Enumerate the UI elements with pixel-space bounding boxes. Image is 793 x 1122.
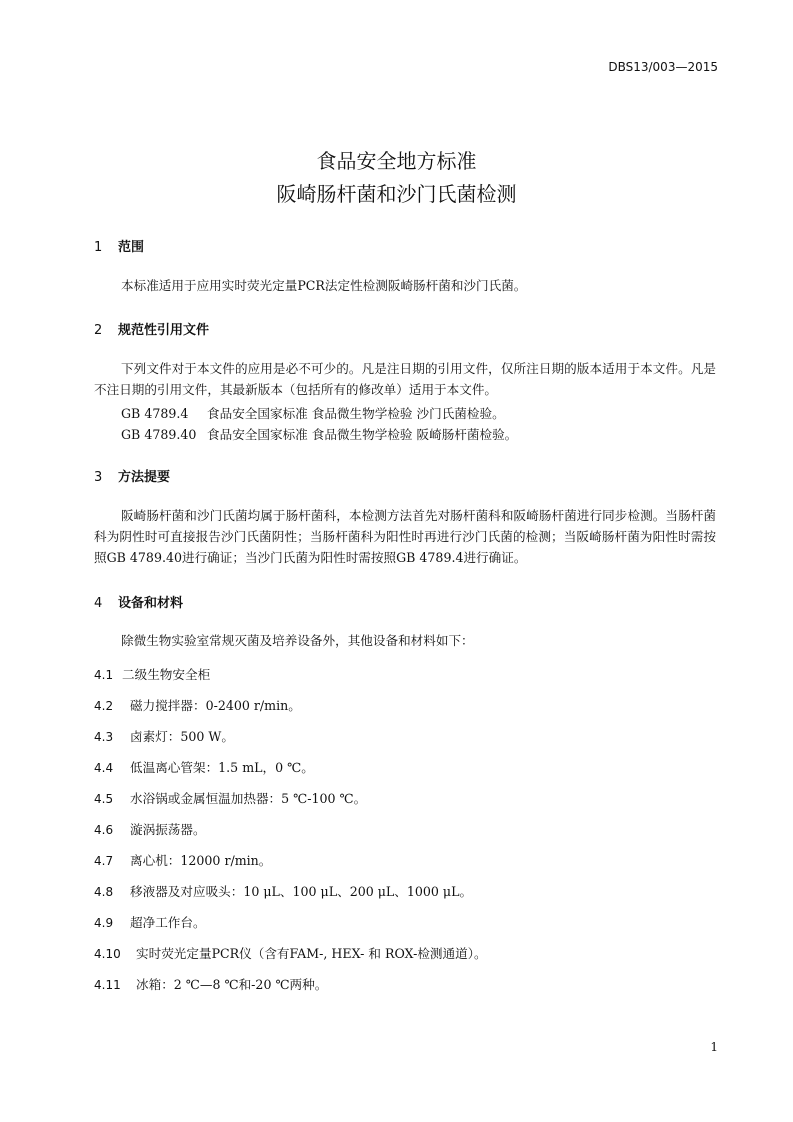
equipment-intro-paragraph: 除微生物实验室常规灭菌及培养设备外，其他设备和材料如下： — [121, 633, 474, 648]
method-summary-paragraph: 阪崎肠杆菌和沙门氏菌均属于肠杆菌科，本检测方法首先对肠杆菌科和阪崎肠杆菌进行同步检测。当肠杆菌科为阴性时可直接报告沙门氏菌阴性；当肠杆菌科为阳性时再进行沙门氏菌的检测；当阪崎肠杆菌为阳性时需按照GB 4789.40进行确证；当沙门氏菌为阳性时需按照GB 4789.4进行确证。 — [94, 508, 716, 565]
reference-title: 食品安全国家标准 食品微生物学检验 阪崎肠杆菌检验。 — [207, 427, 518, 442]
document-title-line1: 食品安全地方标准 — [316, 149, 477, 173]
section-heading-equipment — [94, 592, 183, 611]
reference-item — [121, 424, 517, 443]
equipment-item — [94, 757, 314, 776]
section-heading-normative-references — [94, 319, 209, 338]
reference-item — [121, 403, 505, 422]
item-number: 4.1 — [94, 668, 114, 682]
item-text: 二级生物安全柜 — [122, 667, 211, 682]
item-number: 4.9 — [94, 916, 114, 930]
item-text: 离心机：12000 r/min。 — [130, 853, 272, 868]
reference-code: GB 4789.40 — [121, 427, 197, 442]
item-number: 4.7 — [94, 854, 114, 868]
item-text: 移液器及对应吸头：10 μL、100 μL、200 μL、1000 μL。 — [130, 884, 473, 899]
section-title: 方法提要 — [118, 470, 171, 485]
references-intro-paragraph: 下列文件对于本文件的应用是必不可少的。凡是注日期的引用文件，仅所注日期的版本适用于本文件。凡是不注日期的引用文件，其最新版本（包括所有的修改单）适用于本文件。 — [94, 361, 716, 397]
item-text: 水浴锅或金属恒温加热器：5 ℃-100 ℃。 — [130, 791, 367, 806]
equipment-item — [94, 726, 234, 745]
item-number: 4.3 — [94, 730, 114, 744]
equipment-item — [94, 912, 206, 931]
section-heading-method-summary — [94, 466, 170, 485]
item-number: 4.4 — [94, 761, 114, 775]
section-number: 1 — [94, 240, 103, 255]
item-text: 冰箱：2 ℃—8 ℃和-20 ℃两种。 — [136, 977, 328, 992]
section-title: 设备和材料 — [118, 596, 184, 611]
item-number: 4.6 — [94, 823, 114, 837]
item-text: 卤素灯：500 W。 — [130, 729, 234, 744]
equipment-item — [94, 788, 366, 807]
item-text: 低温离心管架：1.5 mL，0 ℃。 — [130, 760, 314, 775]
equipment-item — [94, 819, 206, 838]
item-number: 4.5 — [94, 792, 114, 806]
section-title: 范围 — [118, 240, 145, 255]
reference-code: GB 4789.4 — [121, 406, 189, 421]
document-title-line2: 阪崎肠杆菌和沙门氏菌检测 — [276, 182, 517, 206]
section-number: 2 — [94, 323, 103, 338]
document-code: DBS13/003—2015 — [608, 60, 718, 74]
item-text: 漩涡振荡器。 — [130, 822, 206, 837]
section-number: 4 — [94, 596, 103, 611]
page-number: 1 — [710, 1040, 718, 1054]
equipment-item — [94, 850, 271, 869]
item-text: 磁力搅拌器：0-2400 r/min。 — [130, 698, 301, 713]
scope-paragraph: 本标准适用于应用实时荧光定量PCR法定性检测阪崎肠杆菌和沙门氏菌。 — [121, 278, 527, 293]
reference-title: 食品安全国家标准 食品微生物学检验 沙门氏菌检验。 — [207, 406, 505, 421]
item-number: 4.2 — [94, 699, 114, 713]
equipment-item — [94, 881, 472, 900]
section-heading-scope — [94, 236, 144, 255]
item-number: 4.8 — [94, 885, 114, 899]
equipment-item — [94, 664, 210, 683]
item-text: 实时荧光定量PCR仪（含有FAM-, HEX- 和 ROX-检测通道）。 — [136, 946, 487, 961]
section-title: 规范性引用文件 — [118, 323, 210, 338]
equipment-item — [94, 974, 327, 993]
item-number: 4.10 — [94, 947, 121, 961]
equipment-item — [94, 695, 301, 714]
equipment-item — [94, 943, 487, 962]
section-number: 3 — [94, 470, 103, 485]
item-text: 超净工作台。 — [130, 915, 206, 930]
item-number: 4.11 — [94, 978, 121, 992]
